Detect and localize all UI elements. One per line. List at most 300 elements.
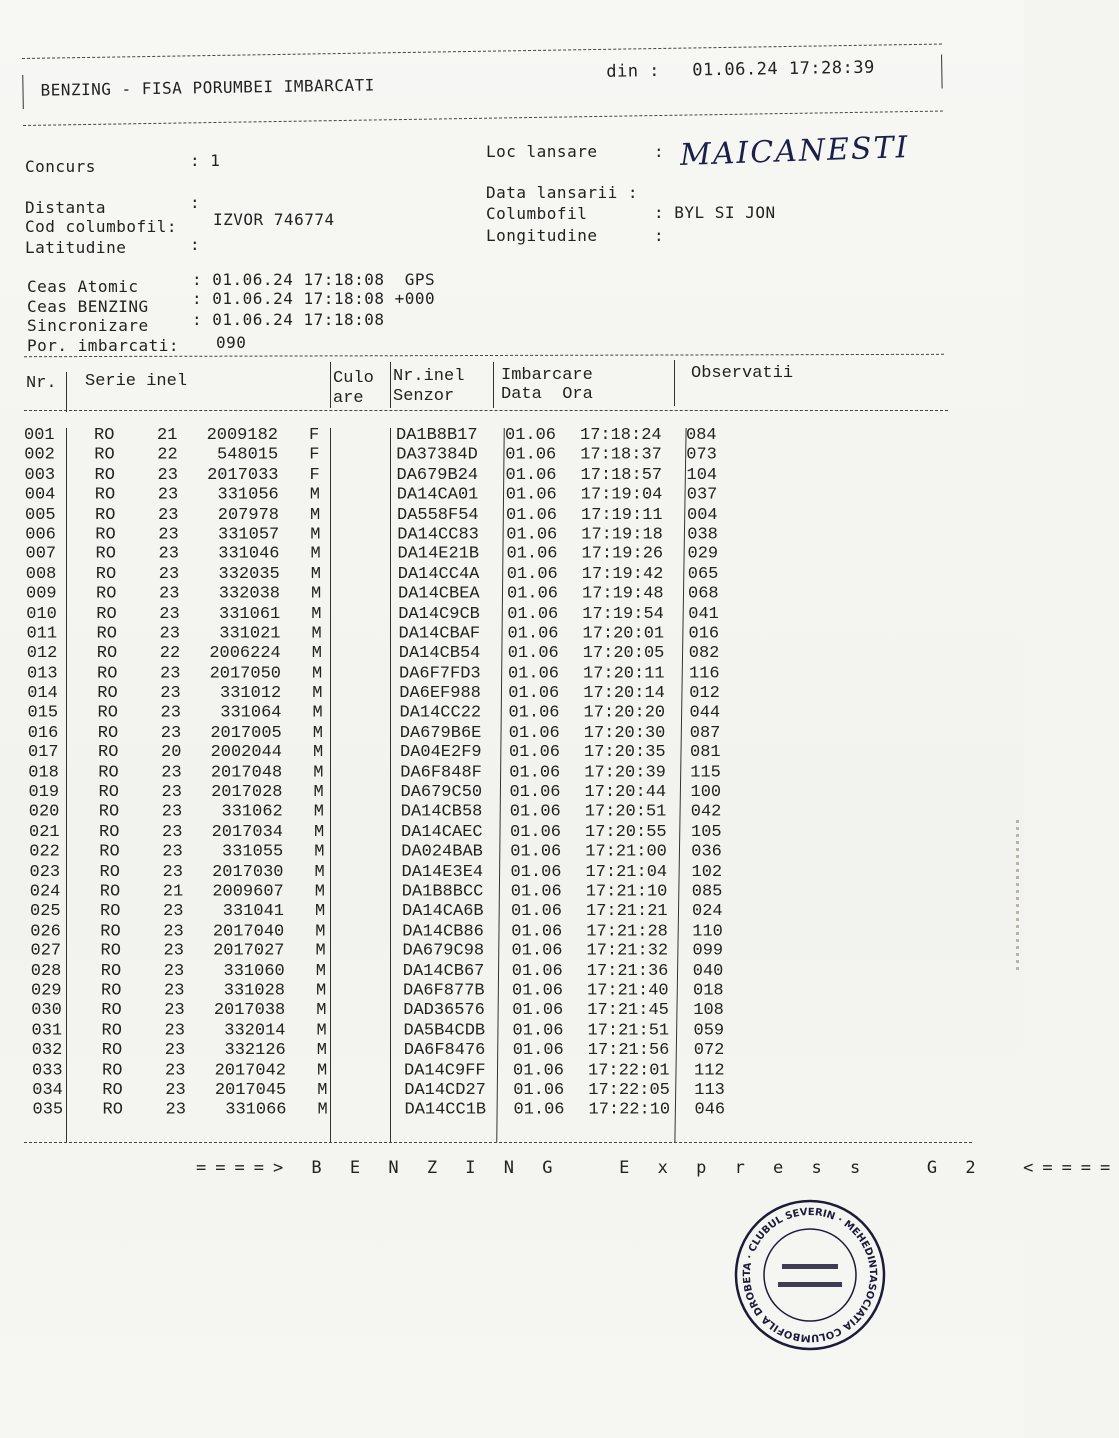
table-row <box>33 1101 753 1121</box>
ring-number: 331061 <box>219 604 281 624</box>
ring-year: 23 <box>164 1021 185 1041</box>
columbofil-label: Columbofil <box>486 204 588 223</box>
table-row <box>25 505 745 525</box>
observation: 018 <box>693 981 724 1001</box>
ring-year: 22 <box>157 445 178 465</box>
observation: 115 <box>690 763 721 783</box>
sensor-id: DA14CBAF <box>398 624 481 644</box>
ring-number: 548015 <box>217 445 279 465</box>
ring-number: 2017027 <box>213 941 285 961</box>
sensor-id: DA14C9FF <box>404 1060 486 1080</box>
ring-number: 2006224 <box>209 644 281 664</box>
row-number: 034 <box>32 1080 63 1100</box>
observation: 081 <box>690 743 721 763</box>
ring-number: 331056 <box>217 485 279 505</box>
sex: F <box>309 465 320 485</box>
observation: 082 <box>688 644 720 664</box>
table-row <box>32 1021 752 1041</box>
table-row <box>27 684 747 704</box>
row-number: 004 <box>24 485 56 505</box>
loc-lansare-handwritten: MAICANESTI <box>679 130 910 173</box>
observation: 104 <box>686 465 718 485</box>
sex: M <box>315 902 326 922</box>
sensor-id: DA6F877B <box>403 981 485 1001</box>
ring-number: 331055 <box>222 842 284 862</box>
ring-number: 2009182 <box>206 426 278 445</box>
observation: 099 <box>692 941 724 961</box>
table-row <box>28 724 748 744</box>
ring-number: 2017034 <box>211 822 283 842</box>
table-row <box>27 624 747 644</box>
sincronizare-label: Sincronizare <box>27 316 149 335</box>
ring-year: 23 <box>161 763 182 783</box>
sex: M <box>316 1021 327 1041</box>
footer-banner: ====> B E N Z I N G E x p r e s s G 2 <==== <box>196 1158 1119 1178</box>
time: 17:18:57 <box>580 465 663 485</box>
time: 17:20:05 <box>582 644 665 664</box>
edge-mark <box>1016 820 1019 970</box>
row-number: 019 <box>28 783 60 803</box>
sensor-id: DA6F848F <box>400 763 482 783</box>
observation: 016 <box>688 624 720 644</box>
date: 01.06 <box>508 723 560 743</box>
table-row <box>25 486 745 506</box>
observation: 112 <box>694 1060 725 1080</box>
observation: 085 <box>691 882 723 902</box>
date: 01.06 <box>507 644 559 664</box>
ring-number: 331060 <box>223 961 285 981</box>
sincronizare-value: : 01.06.24 17:18:08 <box>192 310 385 329</box>
sex: M <box>310 564 321 584</box>
sensor-id: DA04E2F9 <box>400 743 482 763</box>
observation: 073 <box>686 445 717 465</box>
country-code: RO <box>95 545 116 565</box>
sensor-id: DA679B24 <box>396 465 479 485</box>
ring-year: 23 <box>157 485 179 505</box>
date: 01.06 <box>508 664 560 684</box>
date: 01.06 <box>511 961 563 981</box>
sensor-id: DA14CB86 <box>402 922 484 942</box>
country-code: RO <box>101 981 122 1001</box>
cod-columbofil-label: Cod columbofil: <box>25 217 177 236</box>
ring-year: 23 <box>161 783 182 803</box>
sex: M <box>316 981 327 1001</box>
date: 01.06 <box>509 743 561 763</box>
time: 17:19:04 <box>580 485 663 505</box>
sensor-id: DA679C98 <box>402 941 485 961</box>
ring-number: 2017028 <box>211 783 283 803</box>
sex: M <box>313 802 324 822</box>
country-code: RO <box>99 842 120 862</box>
ring-year: 23 <box>159 624 180 644</box>
observation: 068 <box>688 584 719 604</box>
date: 01.06 <box>509 783 561 803</box>
sex: M <box>311 584 322 604</box>
date: 01.06 <box>505 426 557 445</box>
sex: M <box>313 763 324 783</box>
ring-number: 2017048 <box>210 763 283 783</box>
observation: 087 <box>689 723 721 743</box>
distanta-value: : <box>190 193 201 212</box>
time: 17:21:10 <box>585 882 668 902</box>
sensor-id: DA14CC22 <box>399 703 482 723</box>
country-code: RO <box>100 941 121 961</box>
date: 01.06 <box>512 981 564 1001</box>
cod-columbofil-value: IZVOR 746774 <box>213 210 335 229</box>
row-number: 005 <box>25 505 56 525</box>
col-divider-header-imbarcare <box>674 360 675 406</box>
row-number: 010 <box>26 604 57 624</box>
row-number: 012 <box>26 644 58 664</box>
ring-year: 23 <box>162 842 183 862</box>
country-code: RO <box>96 624 117 644</box>
row-number: 031 <box>31 1021 63 1041</box>
sensor-id: DA024BAB <box>401 842 483 862</box>
observation: 040 <box>692 961 724 981</box>
observation: 029 <box>687 545 719 565</box>
date: 01.06 <box>508 683 560 703</box>
date: 01.06 <box>511 941 563 961</box>
longitudine-value: : <box>654 226 665 245</box>
row-number: 008 <box>25 564 57 584</box>
sex: M <box>309 485 320 505</box>
table-row <box>25 525 745 545</box>
ring-year: 23 <box>165 1080 186 1100</box>
sex: M <box>311 624 322 644</box>
date: 01.06 <box>510 842 562 862</box>
table-row <box>30 882 750 902</box>
table-row <box>29 843 749 863</box>
country-code: RO <box>96 604 117 624</box>
observation: 041 <box>688 604 719 624</box>
time: 17:21:04 <box>585 862 668 882</box>
ring-number: 331021 <box>219 624 281 644</box>
ring-number: 331046 <box>218 545 280 565</box>
table-row <box>25 466 745 486</box>
ring-year: 23 <box>163 961 185 981</box>
sex: M <box>314 882 325 902</box>
ring-year: 23 <box>158 525 179 545</box>
col-header-nr: Nr. <box>26 374 57 393</box>
row-number: 024 <box>29 882 61 902</box>
observation: 105 <box>691 822 722 842</box>
date: 01.06 <box>509 763 561 783</box>
row-number: 013 <box>27 664 58 684</box>
sensor-id: DA5B4CDB <box>403 1021 486 1041</box>
sex: M <box>311 604 322 624</box>
ring-number: 2017042 <box>214 1060 286 1080</box>
sex: M <box>315 922 326 942</box>
time: 17:20:14 <box>583 683 665 703</box>
ring-number: 332014 <box>224 1021 286 1041</box>
ring-number: 2017030 <box>212 862 284 882</box>
ring-year: 23 <box>162 822 183 842</box>
time: 17:19:18 <box>581 525 663 545</box>
table-bottom-rule <box>24 1142 972 1143</box>
ring-number: 207978 <box>217 505 279 525</box>
ring-year: 23 <box>158 564 180 584</box>
row-number: 001 <box>24 426 55 445</box>
row-number: 003 <box>24 465 56 485</box>
ring-number: 2017050 <box>209 664 281 684</box>
header-datetime: 01.06.24 17:28:39 <box>692 57 875 81</box>
pigeon-table <box>24 426 744 1140</box>
time: 17:21:40 <box>587 981 669 1001</box>
ring-number: 331066 <box>225 1100 287 1120</box>
header-right-bar <box>941 55 943 89</box>
observation: 046 <box>694 1100 726 1120</box>
time: 17:20:44 <box>584 783 667 803</box>
country-code: RO <box>94 485 116 505</box>
country-code: RO <box>99 862 120 882</box>
ring-year: 23 <box>159 604 180 624</box>
ring-year: 23 <box>163 902 184 922</box>
observation: 065 <box>687 564 719 584</box>
ring-year: 23 <box>164 981 185 1001</box>
table-header-rule <box>24 410 948 411</box>
col-divider-header-culoare <box>390 362 391 408</box>
sex: M <box>311 644 322 664</box>
sex: M <box>312 703 323 723</box>
col-header-observatii: Observatii <box>691 364 794 383</box>
date: 01.06 <box>512 1021 564 1041</box>
ring-year: 23 <box>159 584 180 604</box>
country-code: RO <box>98 763 119 783</box>
observation: 004 <box>687 505 718 525</box>
ring-year: 23 <box>157 465 178 485</box>
time: 17:22:01 <box>588 1060 670 1080</box>
sex: M <box>312 664 323 684</box>
observation: 044 <box>689 703 721 723</box>
date: 01.06 <box>506 564 558 584</box>
sex: M <box>317 1100 328 1120</box>
date: 01.06 <box>510 862 562 882</box>
country-code: RO <box>95 525 116 545</box>
ring-year: 23 <box>160 723 182 743</box>
ring-number: 2017040 <box>212 922 285 942</box>
club-stamp <box>730 1195 890 1355</box>
table-row <box>30 922 750 942</box>
latitudine-label: Latitudine <box>25 238 127 257</box>
row-number: 016 <box>27 723 59 743</box>
time: 17:21:56 <box>587 1041 670 1061</box>
table-row <box>26 545 746 565</box>
country-code: RO <box>102 1080 123 1100</box>
ring-year: 23 <box>158 505 179 525</box>
observation: 036 <box>691 842 722 862</box>
date: 01.06 <box>507 584 559 604</box>
sex: M <box>317 1080 328 1100</box>
table-row <box>28 704 748 724</box>
table-row <box>31 1001 751 1021</box>
stamp-ring-text: ASOCIATIA COLUMBOFILA DROBETA · CLUBUL SEVERIN · MEHEDINT <box>741 1206 879 1344</box>
date: 01.06 <box>513 1060 565 1080</box>
sex: M <box>315 961 326 981</box>
ring-year: 23 <box>165 1060 186 1080</box>
row-number: 029 <box>31 981 62 1001</box>
date: 01.06 <box>510 882 562 902</box>
porumbei-imbarcati-value: 090 <box>216 333 247 352</box>
table-row <box>26 585 746 605</box>
sensor-id: DA679B6E <box>399 723 482 743</box>
country-code: RO <box>101 1041 123 1061</box>
porumbei-imbarcati-label: Por. imbarcati: <box>27 336 179 355</box>
date: 01.06 <box>508 703 560 723</box>
loc-lansare-sep: : <box>654 142 665 161</box>
sensor-id: DA14CC83 <box>397 525 479 545</box>
table-row <box>29 823 749 843</box>
sensor-id: DA6F8476 <box>403 1041 486 1061</box>
ring-number: 2017045 <box>214 1080 287 1100</box>
row-number: 020 <box>28 802 60 822</box>
col-divider-header-nr <box>66 372 67 412</box>
table-row <box>24 426 744 446</box>
sex: M <box>313 743 324 763</box>
observation: 012 <box>689 683 720 703</box>
ring-year: 23 <box>162 862 183 882</box>
time: 17:21:00 <box>585 842 667 862</box>
sex: M <box>310 545 321 565</box>
sensor-id: DA14CB54 <box>398 644 481 664</box>
row-number: 023 <box>29 862 61 882</box>
sensor-id: DA14CC1B <box>404 1100 487 1120</box>
time: 17:21:51 <box>587 1021 670 1041</box>
row-number: 006 <box>25 525 56 545</box>
country-code: RO <box>102 1100 123 1120</box>
country-code: RO <box>94 445 115 465</box>
time: 17:19:42 <box>581 564 664 584</box>
row-number: 033 <box>32 1060 63 1080</box>
observation: 108 <box>693 1001 724 1021</box>
row-number: 009 <box>26 584 57 604</box>
table-row <box>30 902 750 922</box>
table-row <box>28 743 748 763</box>
observation: 110 <box>692 922 723 942</box>
col-divider-header-serie <box>330 362 331 408</box>
sex: M <box>314 862 325 882</box>
date: 01.06 <box>512 1041 564 1061</box>
concurs-label: Concurs <box>25 157 96 176</box>
country-code: RO <box>94 426 115 445</box>
ring-year: 23 <box>165 1100 186 1120</box>
table-row <box>28 763 748 783</box>
sensor-id: DA14E21B <box>397 545 480 565</box>
time: 17:22:10 <box>588 1100 671 1120</box>
col-header-culoare-1: Culo <box>333 369 374 388</box>
concurs-value: : 1 <box>190 151 221 170</box>
date: 01.06 <box>505 485 557 505</box>
sensor-id: DA14CBEA <box>398 584 480 604</box>
date: 01.06 <box>511 902 563 922</box>
country-code: RO <box>100 922 121 942</box>
ring-number: 2017033 <box>207 465 279 485</box>
observation: 042 <box>690 802 722 822</box>
longitudine-label: Longitudine <box>486 226 598 245</box>
ring-year: 23 <box>160 683 181 703</box>
country-code: RO <box>94 465 115 485</box>
sex: M <box>316 1001 327 1021</box>
sex: M <box>310 505 321 525</box>
row-number: 025 <box>30 902 61 922</box>
row-number: 035 <box>32 1100 64 1120</box>
col-header-culoare-2: are <box>333 389 364 408</box>
sensor-id: DA37384D <box>396 445 478 465</box>
sensor-id: DA6F7FD3 <box>399 664 481 684</box>
header-box <box>22 44 943 126</box>
sensor-id: DA14CAEC <box>401 822 483 842</box>
time: 17:21:28 <box>586 922 668 942</box>
row-number: 021 <box>29 822 60 842</box>
time: 17:19:26 <box>581 545 664 565</box>
sex: M <box>312 683 323 703</box>
row-number: 018 <box>28 763 59 783</box>
time: 17:21:45 <box>587 1001 669 1021</box>
row-number: 028 <box>30 961 62 981</box>
country-code: RO <box>97 723 119 743</box>
sensor-id: DA14CA6B <box>402 902 484 922</box>
columbofil-value: : BYL SI JON <box>654 203 776 222</box>
date: 01.06 <box>512 1001 564 1021</box>
sensor-id: DA1B8B17 <box>396 426 478 445</box>
latitudine-value: : <box>190 235 201 254</box>
table-row <box>30 862 750 882</box>
country-code: RO <box>99 882 121 902</box>
table-row <box>31 982 751 1002</box>
date: 01.06 <box>507 624 559 644</box>
table-row <box>32 1041 752 1061</box>
time: 17:21:36 <box>586 961 669 981</box>
ceas-atomic-value: : 01.06.24 17:18:08 GPS <box>192 270 436 289</box>
ring-number: 332038 <box>218 584 280 604</box>
sex: F <box>309 445 320 465</box>
date: 01.06 <box>505 465 557 485</box>
ring-year: 21 <box>162 882 184 902</box>
row-number: 014 <box>27 683 58 703</box>
sex: M <box>310 525 321 545</box>
observation: 113 <box>694 1080 725 1100</box>
date: 01.06 <box>507 604 559 624</box>
time: 17:22:05 <box>588 1080 670 1100</box>
ring-number: 2017038 <box>213 1001 286 1021</box>
table-row <box>31 942 751 962</box>
ring-year: 23 <box>160 664 181 684</box>
ring-year: 23 <box>164 1041 186 1061</box>
table-row <box>32 1081 752 1101</box>
ring-year: 20 <box>161 743 182 763</box>
sensor-id: DA14C9CB <box>398 604 480 624</box>
col-header-nr-inel-2: Senzor <box>393 387 455 406</box>
time: 17:21:32 <box>586 941 669 961</box>
time: 17:20:20 <box>583 703 666 723</box>
country-code: RO <box>101 1021 122 1041</box>
date: 01.06 <box>506 545 558 565</box>
table-row <box>24 446 744 466</box>
row-number: 030 <box>31 1001 62 1021</box>
country-code: RO <box>96 584 117 604</box>
col-header-imbarcare-1: Imbarcare <box>501 366 593 385</box>
row-number: 026 <box>30 922 61 942</box>
country-code: RO <box>96 644 118 664</box>
observation: 059 <box>693 1021 725 1041</box>
ring-number: 331012 <box>220 683 282 703</box>
country-code: RO <box>100 961 122 981</box>
time: 17:20:30 <box>583 723 666 743</box>
time: 17:20:11 <box>583 664 665 684</box>
table-row <box>32 1061 752 1081</box>
country-code: RO <box>98 802 120 822</box>
sensor-id: DA14CA01 <box>396 485 479 505</box>
ring-number: 331028 <box>223 981 285 1001</box>
